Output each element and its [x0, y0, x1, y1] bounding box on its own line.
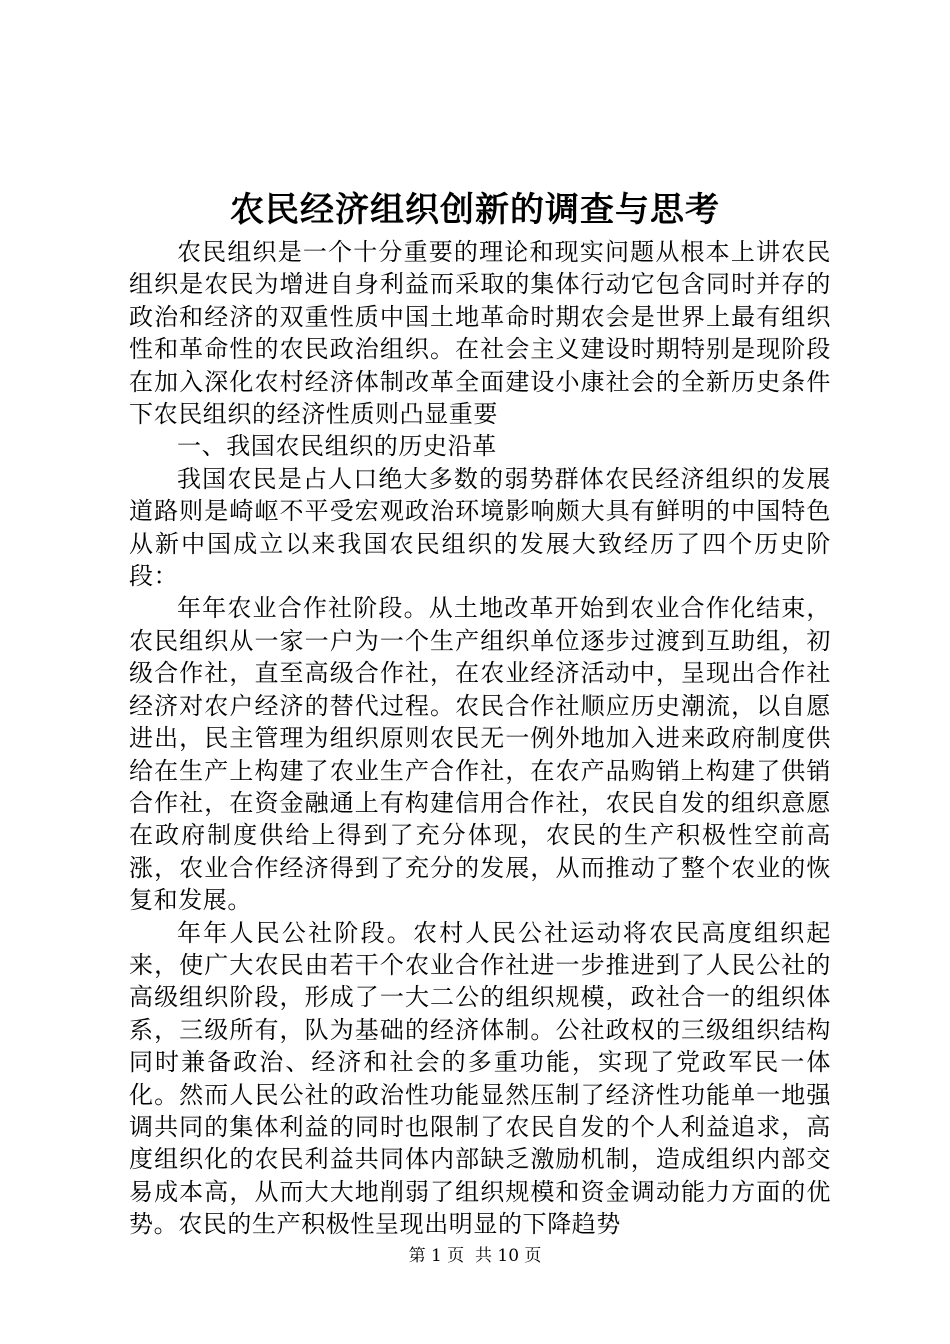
document-body [129, 236, 831, 1241]
paragraph-cooperative-stage: 年年农业合作社阶段。从土地改革开始到农业合作化结束，农民组织从一家一户为一个生产组织单位逐步过渡到互助组，初级合作社，直至高级合作社，在农业经济活动中，呈现出合作社经济对农户经济的替代过程。农民合作社顺应历史潮流，以自愿进出，民主管理为组织原则农民无一例外地加入进来政府制度供给在生产上构建了农业生产合作社，在农产品购销上构建了供销合作社，在资金融通上有构建信用合作社，农民自发的组织意愿在政府制度供给上得到了充分体现，农民的生产积极性空前高涨，农业合作经济得到了充分的发展，从而推动了整个农业的恢复和发展。 [129, 594, 831, 915]
paragraph-history-overview: 我国农民是占人口绝大多数的弱势群体农民经济组织的发展道路则是崎岖不平受宏观政治环境影响颇大具有鲜明的中国特色从新中国成立以来我国农民组织的发展大致经历了四个历史阶段： [129, 464, 831, 591]
paragraph-commune-stage: 年年人民公社阶段。农村人民公社运动将农民高度组织起来，使广大农民由若干个农业合作社进一步推进到了人民公社的高级组织阶段，形成了一大二公的组织规模，政社合一的组织体系，三级所有，队为基础的经济体制。公社政权的三级组织结构同时兼备政治、经济和社会的多重功能，实现了党政军民一体化。然而人民公社的政治性功能显然压制了经济性功能单一地强调共同的集体利益的同时也限制了农民自发的个人利益追求，高度组织化的农民利益共同体内部缺乏激励机制，造成组织内部交易成本高，从而大大地削弱了组织规模和资金调动能力方面的优势。农民的生产积极性呈现出明显的下降趋势 [129, 918, 831, 1239]
document-title: 农民经济组织创新的调查与思考 [230, 190, 720, 230]
paragraph-intro: 农民组织是一个十分重要的理论和现实问题从根本上讲农民组织是农民为增进自身利益而采取的集体行动它包含同时并存的政治和经济的双重性质中国土地革命时期农会是世界上最有组织性和革命性的农民政治组织。在社会主义建设时期特别是现阶段在加入深化农村经济体制改革全面建设小康社会的全新历史条件下农民组织的经济性质则凸显重要 [129, 238, 831, 429]
section-heading-history: 一、我国农民组织的历史沿革 [177, 432, 497, 461]
page-footer [0, 1244, 950, 1268]
page-number: 第 1 页 共 10 页 [408, 1246, 542, 1266]
